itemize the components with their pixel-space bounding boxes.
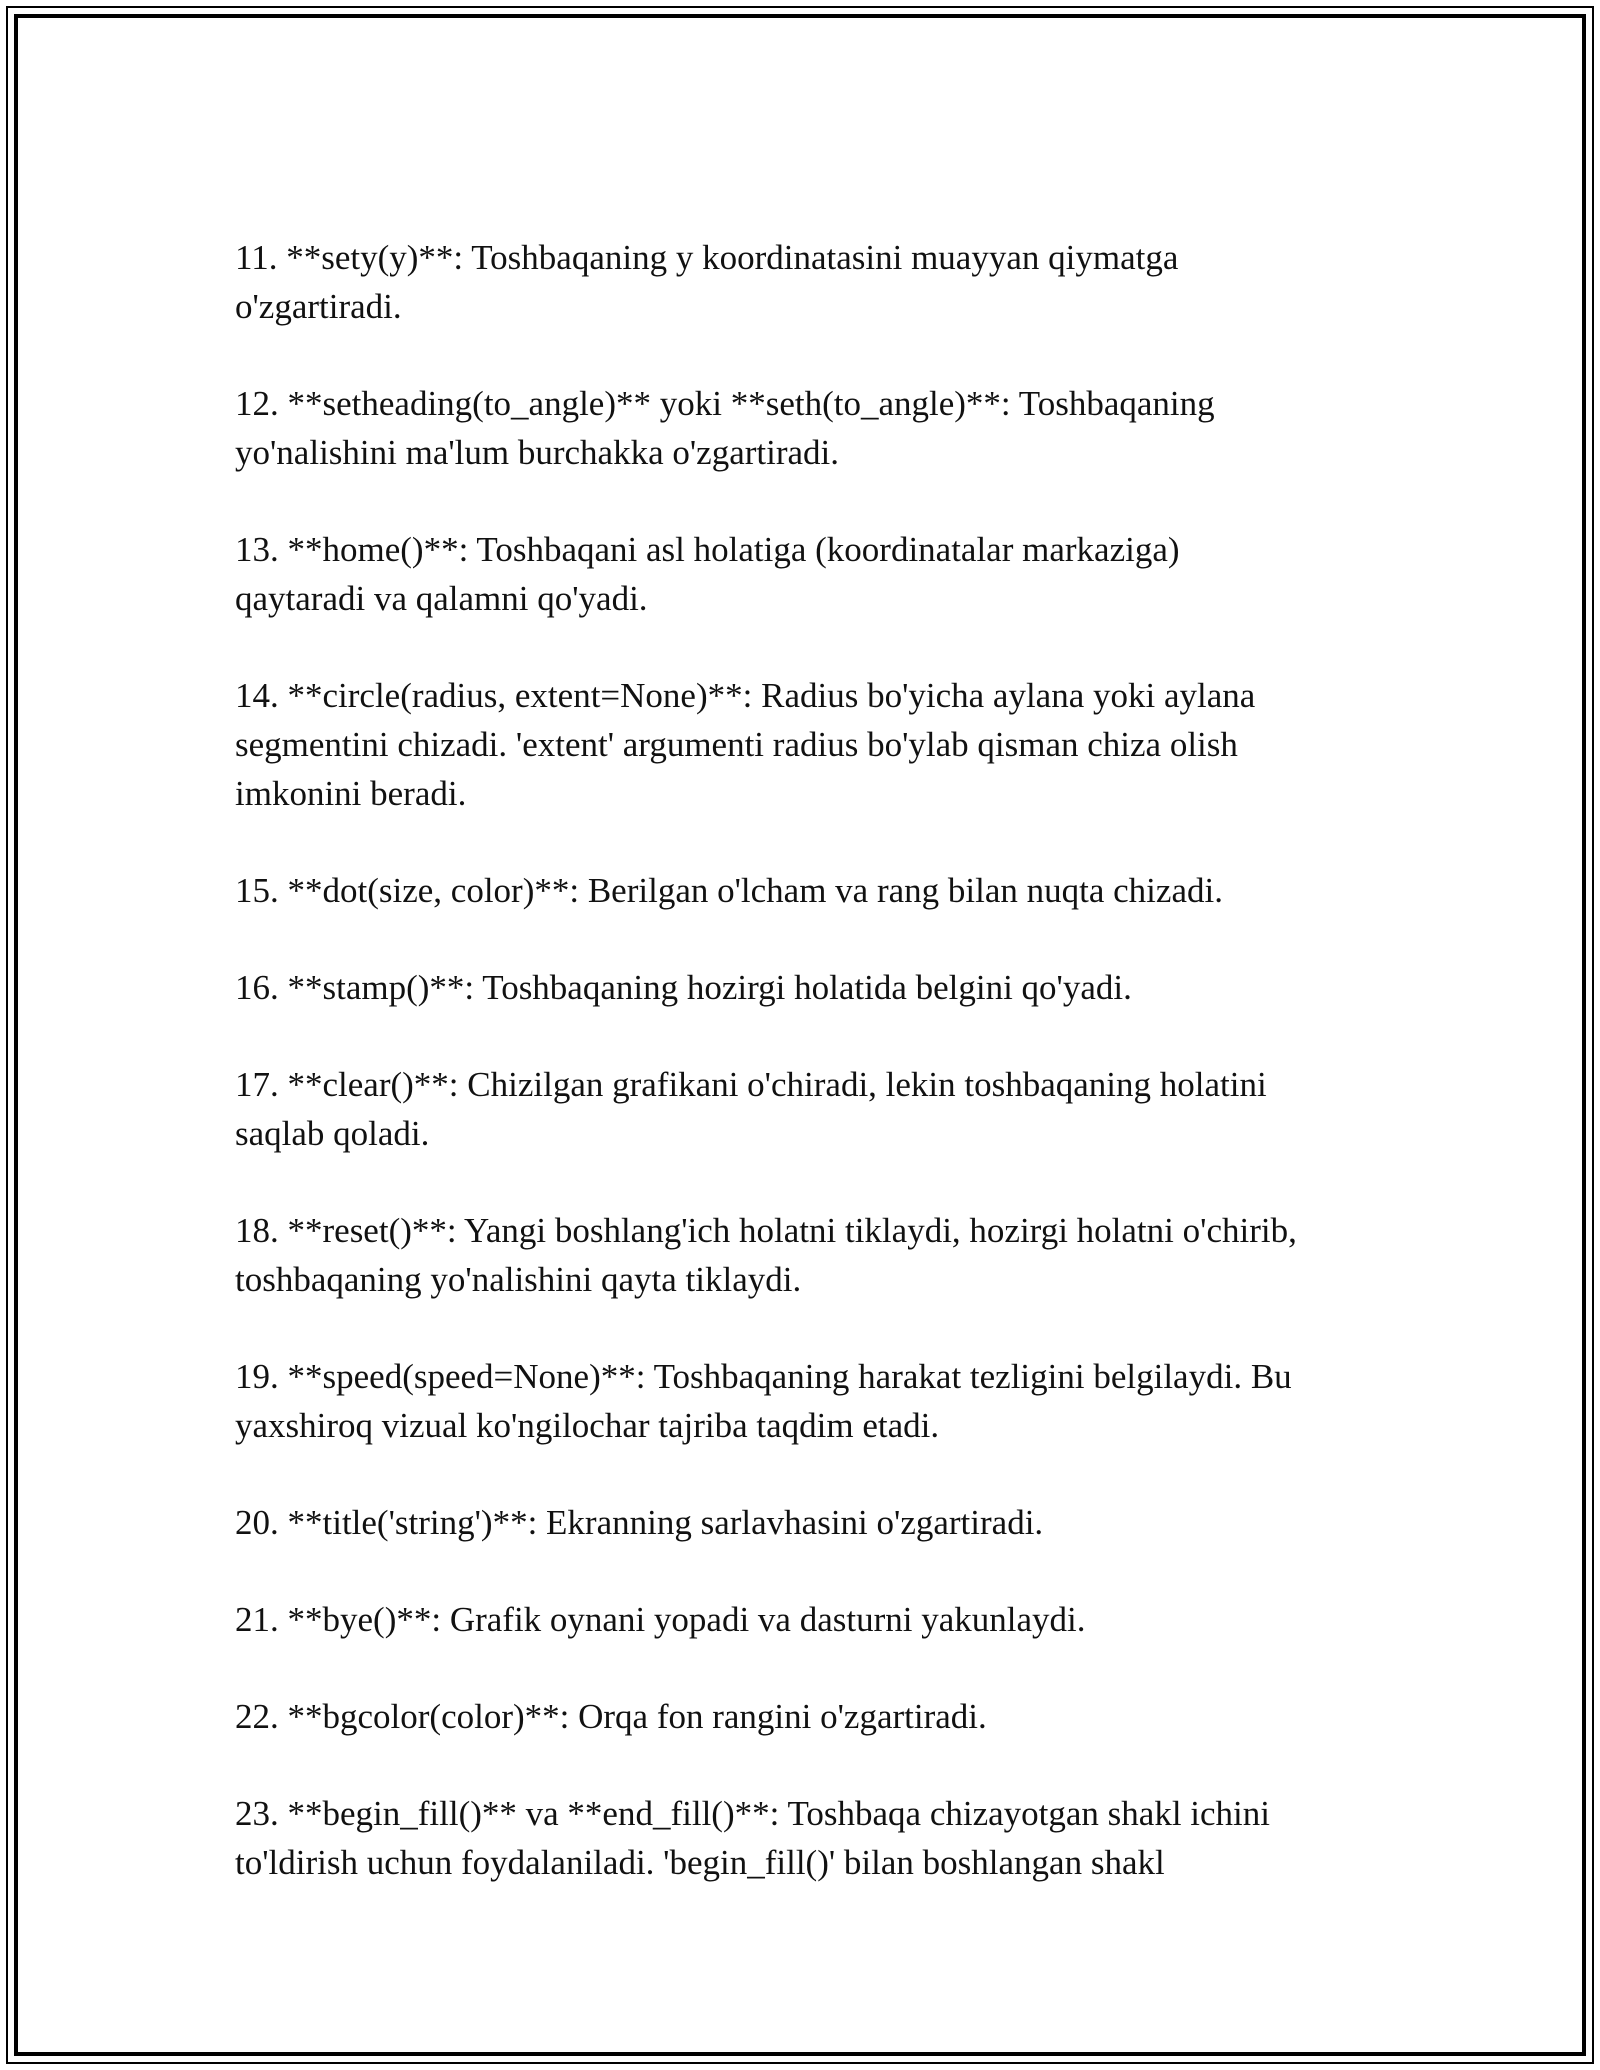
list-item-20: 20. **title('string')**: Ekranning sarlavhasini o'zgartiradi. bbox=[235, 1503, 1044, 1542]
list-item-11: 11. **sety(y)**: Toshbaqaning y koordinatasini muayyan qiymatga o'zgartiradi. bbox=[235, 238, 1179, 326]
list-item-22: 22. **bgcolor(color)**: Orqa fon rangini o'zgartiradi. bbox=[235, 1697, 987, 1736]
list-item-21: 21. **bye()**: Grafik oynani yopadi va dasturni yakunlaydi. bbox=[235, 1600, 1086, 1639]
list-item-18: 18. **reset()**: Yangi boshlang'ich holatni tiklaydi, hozirgi holatni o'chirib, toshbaqaning yo'nalishini qayta tiklaydi. bbox=[235, 1211, 1297, 1299]
list-item-19: 19. **speed(speed=None)**: Toshbaqaning harakat tezligini belgilaydi. Bu yaxshiroq vizual ko'ngilochar tajriba taqdim etadi. bbox=[235, 1357, 1292, 1445]
list-item-16: 16. **stamp()**: Toshbaqaning hozirgi holatida belgini qo'yadi. bbox=[235, 968, 1132, 1007]
list-item-12: 12. **setheading(to_angle)** yoki **seth(to_angle)**: Toshbaqaning yo'nalishini ma'lum burchakka o'zgartiradi. bbox=[235, 384, 1215, 472]
list-item-14: 14. **circle(radius, extent=None)**: Radius bo'yicha aylana yoki aylana segmentini chizadi. 'extent' argumenti radius bo'ylab qisman chiza olish imkonini beradi. bbox=[235, 676, 1256, 813]
list-item-17: 17. **clear()**: Chizilgan grafikani o'chiradi, lekin toshbaqaning holatini saqlab qoladi. bbox=[235, 1065, 1267, 1153]
list-item-13: 13. **home()**: Toshbaqani asl holatiga (koordinatalar markaziga) qaytaradi va qalamni qo'yadi. bbox=[235, 530, 1180, 618]
list-item-23: 23. **begin_fill()** va **end_fill()**: Toshbaqa chizayotgan shakl ichini to'ldirish uchun foydalaniladi. 'begin_fill()' bilan boshlangan shakl bbox=[235, 1794, 1270, 1882]
list-item-15: 15. **dot(size, color)**: Berilgan o'lcham va rang bilan nuqta chizadi. bbox=[235, 871, 1223, 910]
document-body bbox=[235, 233, 1365, 1935]
